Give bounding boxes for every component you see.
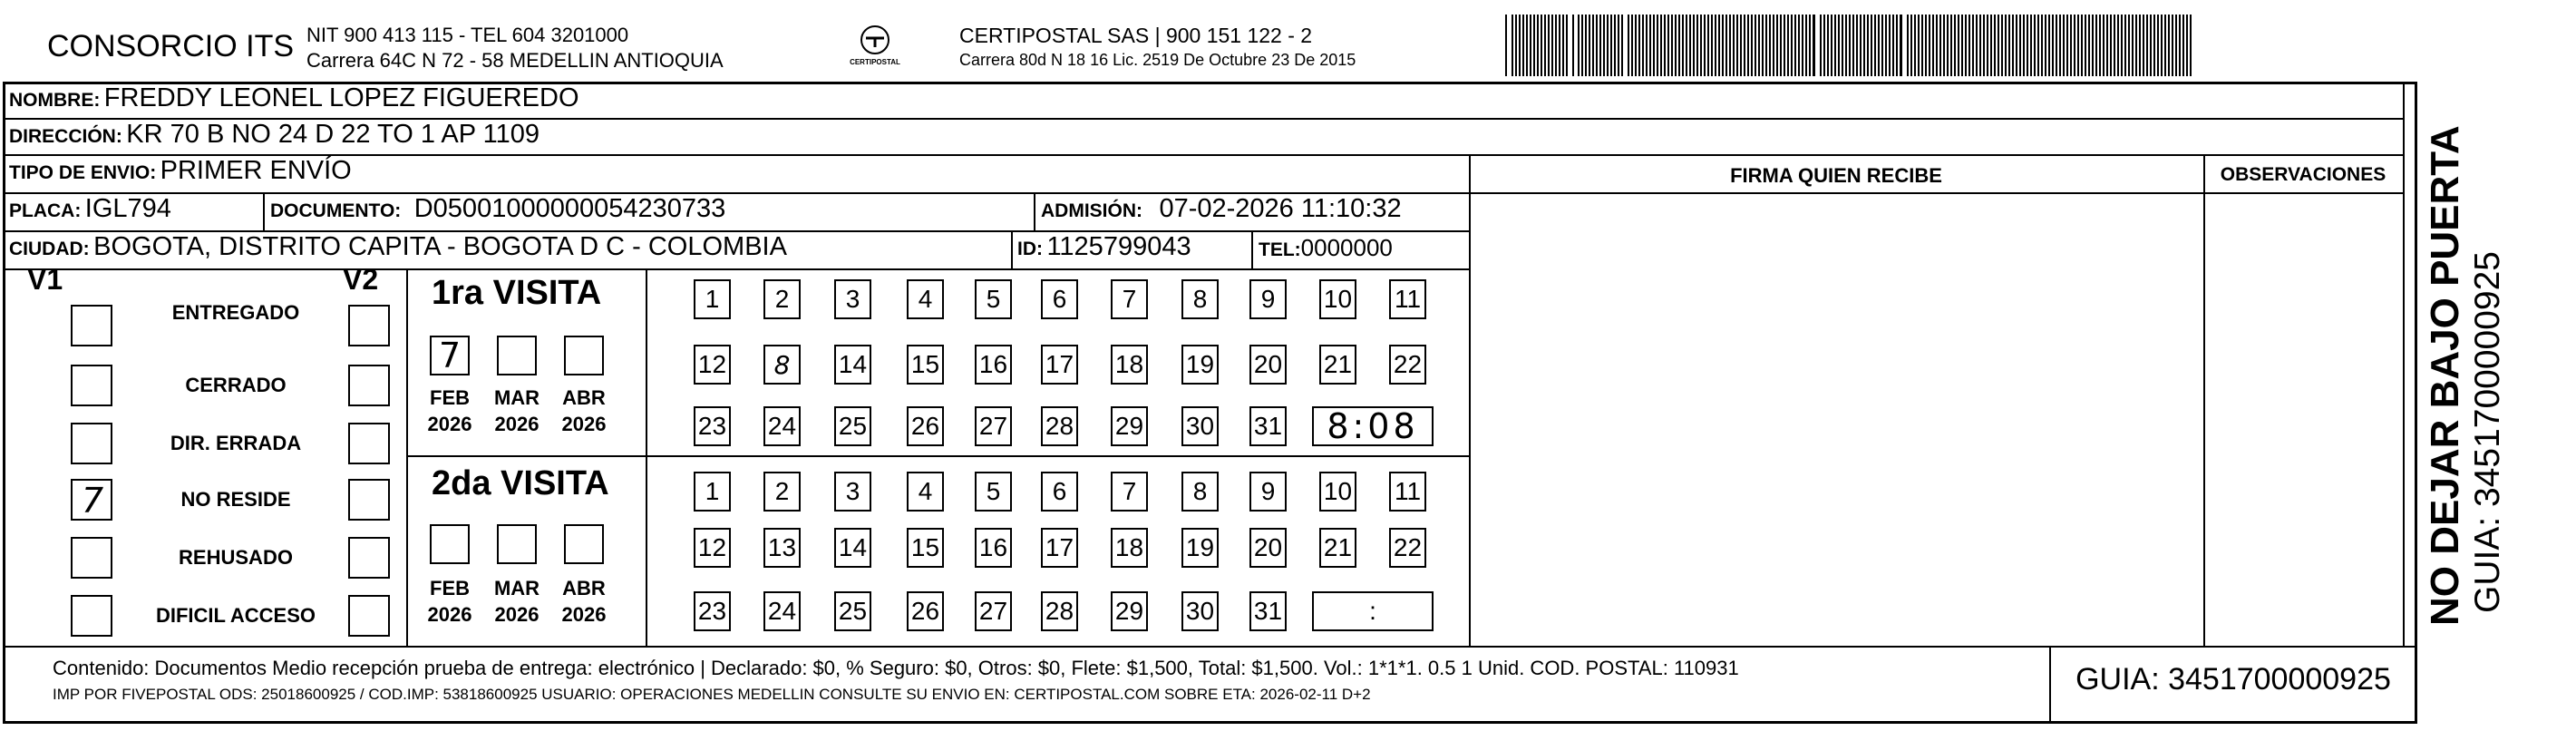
v2-checkbox[interactable] (348, 479, 390, 521)
day-number: 5 (986, 285, 1001, 313)
first-visit-day-box[interactable] (1111, 406, 1148, 446)
status-option-label: REHUSADO (179, 546, 293, 569)
day-number: 18 (1114, 533, 1144, 561)
first-visit-month-checkbox[interactable] (430, 336, 470, 375)
v1-checkbox[interactable] (71, 305, 112, 346)
year-label: 2026 (494, 413, 540, 435)
day-number: 10 (1323, 285, 1353, 313)
second-visit-day-box[interactable] (694, 528, 731, 568)
day-number: 28 (1045, 597, 1074, 625)
second-visit-day-box[interactable] (1181, 591, 1219, 631)
day-number: 9 (1260, 477, 1276, 505)
month-label: ABR (562, 386, 606, 409)
second-visit-day-box[interactable] (1389, 472, 1426, 512)
direccion-value: KR 70 B NO 24 D 22 TO 1 AP 1109 (126, 120, 540, 149)
year-label: 2026 (494, 603, 540, 626)
day-number: 16 (978, 533, 1008, 561)
v1-checkbox[interactable] (71, 423, 112, 464)
first-visit-day-box[interactable] (1041, 406, 1078, 446)
company-address: Carrera 64C N 72 - 58 MEDELLIN ANTIOQUIA (306, 49, 724, 72)
barcode (1505, 15, 2194, 76)
first-visit-day-box[interactable] (1041, 279, 1078, 319)
second-visit-day-box[interactable] (1319, 472, 1356, 512)
second-visit-day-box[interactable] (694, 472, 731, 512)
status-option-label: ENTREGADO (171, 301, 300, 324)
second-visit-day-box[interactable] (975, 591, 1012, 631)
status-option-label: NO RESIDE (180, 488, 291, 511)
second-visit-day-box[interactable] (763, 472, 801, 512)
day-number: 26 (910, 412, 940, 440)
placa-value: IGL794 (84, 194, 171, 223)
second-visit-title: 2da VISITA (432, 464, 609, 502)
day-number: 17 (1045, 350, 1074, 378)
first-visit-day-box[interactable] (975, 345, 1012, 385)
first-visit-day-box[interactable] (834, 406, 871, 446)
v2-checkbox[interactable] (348, 595, 390, 637)
first-visit-day-box[interactable] (694, 345, 731, 385)
company-nit: NIT 900 413 115 - TEL 604 3201000 (306, 24, 629, 46)
footer-contenido: Contenido: Documentos Medio recepción prueba de entrega: electrónico | Declarado: $0, % Seguro: $0, Otros: $0, Flete: $1,500, Total: $1,500. Vol.: 1*1*1. 0.5 1 Unid. COD. POSTAL: 110931 (53, 657, 1739, 679)
first-visit-day-box[interactable] (1319, 279, 1356, 319)
v1-checkbox[interactable] (71, 537, 112, 579)
day-number: 2 (774, 285, 790, 313)
day-number: 28 (1045, 412, 1074, 440)
day-number: 25 (838, 412, 868, 440)
month-label: FEB (430, 577, 470, 599)
carrier-info: CERTIPOSTAL SAS | 900 151 122 - 2 (959, 24, 1313, 47)
firma-header: FIRMA QUIEN RECIBE (1730, 164, 1942, 187)
admision-label: ADMISIÓN: (1041, 200, 1142, 221)
second-visit-day-box[interactable] (763, 528, 801, 568)
first-visit-day-box[interactable] (975, 406, 1012, 446)
first-visit-day-box[interactable] (1111, 345, 1148, 385)
v2-checkbox[interactable] (348, 537, 390, 579)
documento-field (270, 194, 725, 224)
second-visit-day-box[interactable] (975, 528, 1012, 568)
first-visit-month-checkbox[interactable] (564, 336, 604, 375)
day-number: 15 (910, 533, 940, 561)
day-number: 12 (697, 350, 727, 378)
first-visit-day-box[interactable] (1111, 279, 1148, 319)
day-number: 17 (1045, 533, 1074, 561)
second-visit-day-box[interactable] (907, 591, 944, 631)
nombre-value: FREDDY LEONEL LOPEZ FIGUEREDO (103, 83, 579, 112)
day-number: 22 (1393, 350, 1423, 378)
second-visit-day-box[interactable] (1249, 528, 1287, 568)
second-visit-day-box[interactable] (834, 528, 871, 568)
v1-checkbox[interactable] (71, 365, 112, 406)
v2-checkbox[interactable] (348, 423, 390, 464)
first-visit-day-box[interactable] (907, 345, 944, 385)
day-number: 29 (1114, 412, 1144, 440)
v1-checkbox[interactable] (71, 595, 112, 637)
day-number: 23 (697, 412, 727, 440)
ciudad-value: BOGOTA, DISTRITO CAPITA - BOGOTA D C - COLOMBIA (93, 232, 787, 261)
logo-caption: CERTIPOSTAL (850, 58, 900, 66)
documento-label: DOCUMENTO: (270, 200, 402, 221)
first-visit-day-box[interactable] (694, 279, 731, 319)
day-number: 30 (1185, 597, 1215, 625)
v1-header: V1 (27, 263, 63, 296)
day-number: 4 (918, 477, 933, 505)
day-number: 3 (845, 477, 860, 505)
second-visit-time-box[interactable] (1312, 591, 1434, 631)
month-label: ABR (562, 577, 606, 599)
tipo-envio-row (9, 156, 352, 186)
status-option-label: DIR. ERRADA (170, 432, 302, 454)
first-visit-day-box[interactable] (834, 279, 871, 319)
first-visit-month-checkbox[interactable] (497, 336, 537, 375)
day-number: 16 (978, 350, 1008, 378)
first-visit-title: 1ra VISITA (432, 274, 602, 312)
first-visit-day-box[interactable] (1041, 345, 1078, 385)
month-label: FEB (430, 386, 470, 409)
second-visit-day-box[interactable] (1111, 591, 1148, 631)
first-visit-day-box[interactable] (763, 345, 801, 385)
day-number: 4 (918, 285, 933, 313)
v2-header: V2 (343, 263, 379, 296)
second-visit-day-box[interactable] (1041, 528, 1078, 568)
day-number: 15 (910, 350, 940, 378)
year-label: 2026 (427, 413, 472, 435)
placa-field (9, 194, 171, 224)
day-number: 8 (1192, 477, 1208, 505)
day-number: 27 (978, 412, 1008, 440)
footer-guia: GUIA: 3451700000925 (2075, 662, 2391, 697)
second-visit-day-box[interactable] (975, 472, 1012, 512)
second-visit-day-box[interactable] (694, 591, 731, 631)
status-option-label: CERRADO (185, 374, 287, 396)
first-visit-day-box[interactable] (694, 406, 731, 446)
handwritten-mark: 7 (439, 336, 462, 375)
handwritten-mark: 7 (82, 481, 104, 521)
day-number: 20 (1253, 533, 1283, 561)
id-label: ID: (1017, 239, 1043, 259)
v1-checkbox[interactable] (71, 479, 112, 521)
day-number: 21 (1323, 350, 1353, 378)
documento-value: D05001000000054230733 (413, 194, 726, 223)
day-number: 6 (1052, 285, 1067, 313)
second-visit-day-box[interactable] (907, 528, 944, 568)
certipostal-logo (848, 22, 902, 73)
admision-field (1041, 194, 1402, 224)
day-number: 5 (986, 477, 1001, 505)
first-visit-day-box[interactable] (1389, 345, 1426, 385)
carrier-address: Carrera 80d N 18 16 Lic. 2519 De Octubre 23 De 2015 (959, 51, 1356, 69)
second-visit-day-box[interactable] (1249, 472, 1287, 512)
ciudad-label: CIUDAD: (9, 239, 90, 259)
first-visit-day-box[interactable] (1319, 345, 1356, 385)
first-visit-day-box[interactable] (907, 406, 944, 446)
v2-checkbox[interactable] (348, 365, 390, 406)
day-number: 22 (1393, 533, 1423, 561)
day-number: 30 (1185, 412, 1215, 440)
day-number: 7 (1122, 285, 1137, 313)
observaciones-header: OBSERVACIONES (2220, 164, 2386, 185)
year-label: 2026 (561, 413, 607, 435)
observations-area[interactable] (2205, 194, 2401, 644)
first-visit-day-box[interactable] (907, 279, 944, 319)
day-number: 12 (697, 533, 727, 561)
nombre-label: NOMBRE: (9, 90, 101, 111)
tipo-envio-label: TIPO DE ENVIO: (9, 162, 157, 183)
year-label: 2026 (561, 603, 607, 626)
day-number: 20 (1253, 350, 1283, 378)
first-visit-day-box[interactable] (1181, 279, 1219, 319)
second-visit-day-box[interactable] (1041, 591, 1078, 631)
day-number: 24 (767, 597, 797, 625)
first-visit-day-box[interactable] (763, 406, 801, 446)
day-number: 25 (838, 597, 868, 625)
footer-imp: IMP POR FIVEPOSTAL ODS: 25018600925 / COD.IMP: 53818600925 USUARIO: OPERACIONES MEDELLIN CONSULTE SU ENVIO EN: CERTIPOSTAL.COM SOBRE ETA: 2026-02-11 D+2 (53, 686, 1371, 703)
visit-time: : (1369, 597, 1376, 625)
first-visit-day-box[interactable] (1249, 406, 1287, 446)
status-option-label: DIFICIL ACCESO (155, 604, 316, 627)
company-name: CONSORCIO ITS (47, 29, 295, 63)
second-visit-day-box[interactable] (1181, 472, 1219, 512)
day-number: 11 (1394, 285, 1422, 313)
signature-area[interactable] (1471, 194, 2202, 644)
day-number: 18 (1114, 350, 1144, 378)
day-number: 27 (978, 597, 1008, 625)
second-visit-day-box[interactable] (1319, 528, 1356, 568)
day-number: 7 (1122, 477, 1137, 505)
first-visit-day-box[interactable] (1181, 406, 1219, 446)
day-number: 19 (1185, 533, 1215, 561)
day-number: 26 (910, 597, 940, 625)
first-visit-time-box[interactable] (1312, 406, 1434, 446)
day-number: 13 (767, 533, 797, 561)
second-visit-day-box[interactable] (1249, 591, 1287, 631)
second-visit-day-box[interactable] (1111, 472, 1148, 512)
day-number: 14 (838, 533, 868, 561)
second-visit-day-box[interactable] (1111, 528, 1148, 568)
day-number: 11 (1394, 477, 1422, 505)
second-visit-day-box[interactable] (1389, 528, 1426, 568)
day-number: 31 (1253, 597, 1283, 625)
ciudad-field (9, 232, 787, 262)
day-number: 8 (1192, 285, 1208, 313)
admision-value: 07-02-2026 11:10:32 (1159, 194, 1402, 223)
day-number: 1 (705, 285, 720, 313)
first-visit-day-box[interactable] (1249, 279, 1287, 319)
second-visit-day-box[interactable] (763, 591, 801, 631)
day-number: 8 (773, 349, 791, 380)
second-visit-day-box[interactable] (834, 472, 871, 512)
no-dejar-bajo-puerta: NO DEJAR BAJO PUERTA (2423, 125, 2467, 626)
day-number: 19 (1185, 350, 1215, 378)
first-visit-day-box[interactable] (763, 279, 801, 319)
side-text (2423, 118, 2508, 626)
day-number: 23 (697, 597, 727, 625)
placa-label: PLACA: (9, 200, 82, 221)
second-visit-month-checkbox[interactable] (497, 524, 537, 564)
first-visit-day-box[interactable] (1181, 345, 1219, 385)
tipo-envio-value: PRIMER ENVÍO (160, 156, 352, 185)
v2-checkbox[interactable] (348, 305, 390, 346)
visit-time: 8:08 (1327, 406, 1419, 446)
day-number: 29 (1114, 597, 1144, 625)
guia-vertical: GUIA: 3451700000925 (2468, 251, 2507, 613)
second-visit-day-box[interactable] (834, 591, 871, 631)
direccion-row (9, 120, 540, 150)
first-visit-day-box[interactable] (834, 345, 871, 385)
day-number: 2 (774, 477, 790, 505)
id-field (1017, 232, 1191, 262)
id-value: 1125799043 (1046, 232, 1191, 261)
day-number: 21 (1323, 533, 1353, 561)
nombre-row (9, 83, 579, 113)
day-number: 3 (845, 285, 860, 313)
first-visit-day-box[interactable] (1249, 345, 1287, 385)
direccion-label: DIRECCIÓN: (9, 126, 122, 147)
second-visit-day-box[interactable] (1041, 472, 1078, 512)
month-label: MAR (493, 577, 540, 599)
year-label: 2026 (427, 603, 472, 626)
tel-label: TEL: (1259, 239, 1301, 260)
second-visit-month-checkbox[interactable] (430, 524, 470, 564)
first-visit-day-box[interactable] (1389, 279, 1426, 319)
day-number: 9 (1260, 285, 1276, 313)
day-number: 24 (767, 412, 797, 440)
second-visit-day-box[interactable] (907, 472, 944, 512)
day-number: 10 (1323, 477, 1353, 505)
tel-field (1259, 234, 1393, 262)
day-number: 31 (1253, 412, 1283, 440)
second-visit-day-box[interactable] (1181, 528, 1219, 568)
first-visit-day-box[interactable] (975, 279, 1012, 319)
day-number: 6 (1052, 477, 1067, 505)
day-number: 14 (838, 350, 868, 378)
month-label: MAR (493, 386, 540, 409)
second-visit-month-checkbox[interactable] (564, 524, 604, 564)
day-number: 1 (705, 477, 720, 505)
tel-value: 0000000 (1300, 234, 1393, 261)
